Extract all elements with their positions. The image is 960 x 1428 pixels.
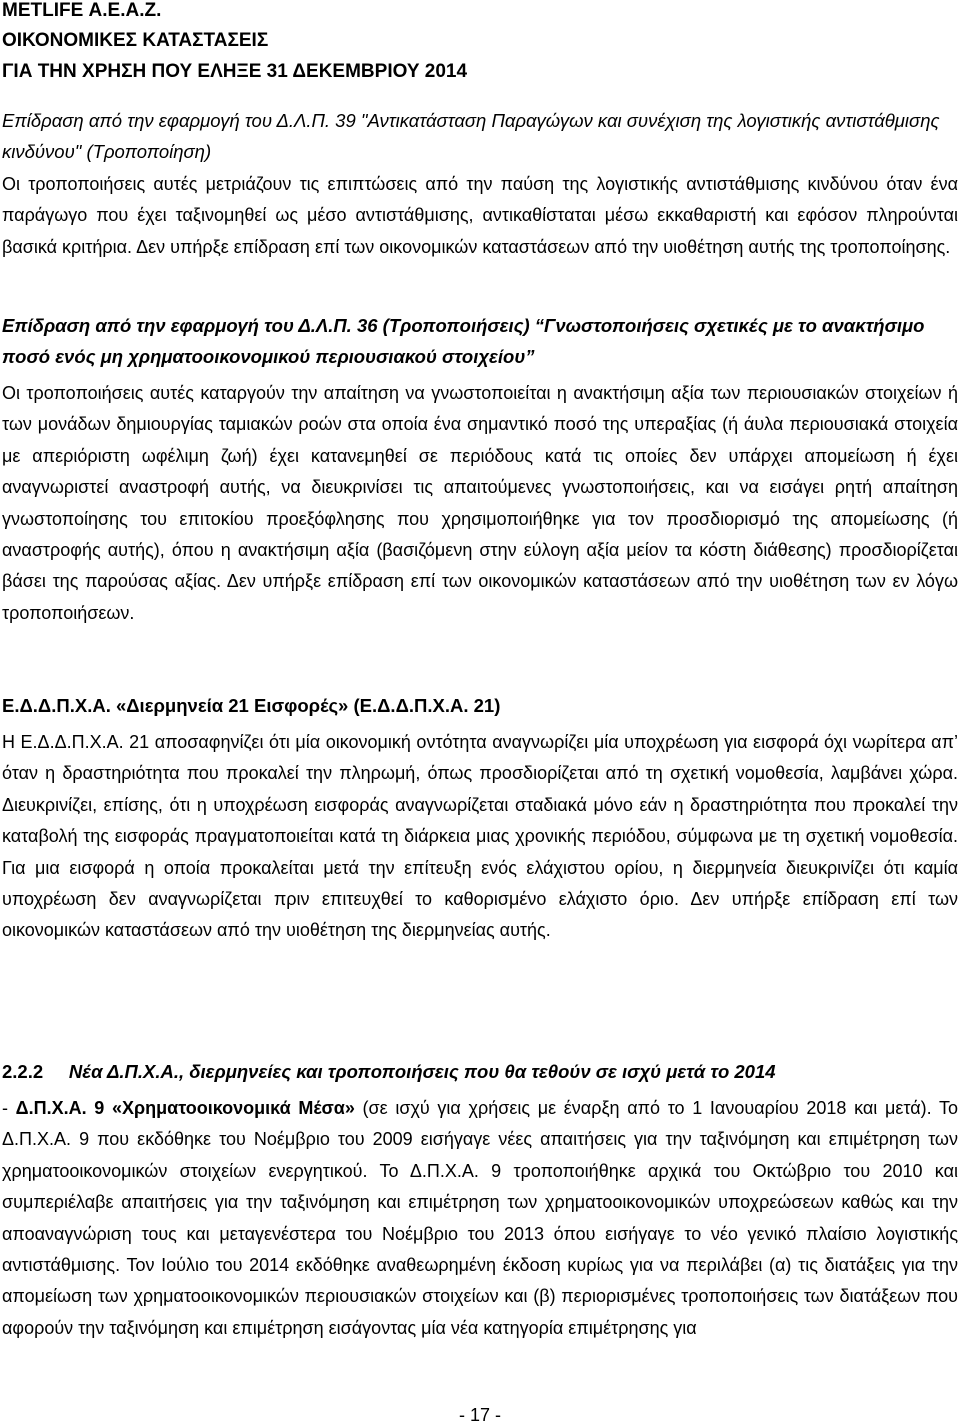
section-body-text: (σε ισχύ για χρήσεις με έναρξη από το 1 Ιανουαρίου 2018 και μετά). Το Δ.Π.Χ.Α. 9 που εκδόθηκε του Νοέμβριο του 2009 εισήγαγε νέες απαιτήσεις για την ταξινόμηση και επιμέτρηση των χρηματοοικονομικών στοιχείων ενεργητικού. Το Δ.Π.Χ.Α. 9 τροποποιήθηκε αρχικά του Οκτώβριο του 2010 και συμπεριέλαβε απαιτήσεις για την ταξινόμηση και επιμέτρηση των χρηματοοικονομικών υποχρεώσεων καθώς και την αποαναγνώριση τους και μεταγενέστερα του Νοέμβριο του 2013 όπου εισήγαγε το νέο γενικό πλαίσιο λογιστικής αντιστάθμισης. Τον Ιούλιο του 2014 εκδόθηκε αναθεωρημένη έκδοση κυρίως για να περιλάβει (α) τις διατάξεις για την απομείωση των χρηματοοικονομικών περιουσιακών στοιχείων και (β) περιορισμένες τροποποιήσεις των διατάξεων που αφορούν την ταξινόμηση και επιμέτρηση εισάγοντας μία νέα κατηγορία επιμέτρησης για bbox=[2, 1098, 958, 1338]
section-ias36 bbox=[2, 310, 958, 629]
section-body: Η Ε.Δ.Δ.Π.Χ.Α. 21 αποσαφηνίζει ότι μία οικονομική οντότητα αναγνωρίζει μία υποχρέωση για εισφορά όχι νωρίτερα απ’ όταν η δραστηριότητα που προκαλεί την πληρωμή, όπως προσδιορίζεται από τη σχετική νομοθεσία, λαμβάνει χώρα. Διευκρινίζει, επίσης, ότι η υποχρέωση εισφοράς αναγνωρίζεται σταδιακά μόνο εάν η δραστηριότητα που προκαλεί την καταβολή της εισφοράς πραγματοποιείται κατά τη διάρκεια μιας χρονικής περιόδου, σύμφωνα με τη σχετική νομοθεσία. Για μια εισφορά η οποία προκαλείται μετά την επίτευξη ενός ελάχιστου ορίου, η διερμηνεία διευκρινίζει ότι καμία υποχρέωση δεν αναγνωρίζεται πριν επιτευχθεί το καθορισμένο ελάχιστο όριο. Δεν υπήρξε επίδραση επί των οικονομικών καταστάσεων από την υιοθέτηση της διερμηνείας αυτής. bbox=[2, 732, 958, 941]
page-number: - 17 - bbox=[458, 1405, 501, 1425]
section-body: Οι τροποποιήσεις αυτές μετριάζουν τις επιπτώσεις από την παύση της λογιστικής αντιστάθμισης κινδύνου όταν ένα παράγωγο που έχει ταξινομηθεί ως μέσο αντιστάθμισης, αντικαθίσταται μέσω εκκαθαριστή και εφόσον πληρούνται βασικά κριτήρια. Δεν υπήρξε επίδραση επί των οικονομικών καταστάσεων από την υιοθέτηση αυτής της τροποποίησης. bbox=[2, 174, 958, 257]
section-body bbox=[2, 1093, 958, 1344]
section-ifric21 bbox=[2, 690, 958, 947]
section-heading-text: Επίδραση από την εφαρμογή του Δ.Λ.Π. 36 (Τροποποιήσεις) “Γνωστοποιήσεις σχετικές με το ανακτήσιμο ποσό ενός μη χρηματοοικονομικού περιουσιακού στοιχείου” bbox=[2, 315, 925, 367]
section-heading bbox=[2, 1056, 958, 1087]
company-name: METLIFE Α.Ε.Α.Ζ. bbox=[2, 0, 162, 21]
section-body: Οι τροποποιήσεις αυτές καταργούν την απαίτηση να γνωστοποιείται η ανακτήσιμη αξία των περιουσιακών στοιχείων ή των μονάδων δημιουργίας ταμιακών ροών στα οποία ένα σημαντικό ποσό της υπεραξίας (ή άυλα περιουσιακά στοιχεία με απεριόριστη ωφέλιμη ζωή) έχει κατανεμηθεί σε περιόδους κατά τις οποίες δεν υπάρχει απομείωση ή έχει αναγνωριστεί αναστροφή αυτής, να διευκρινίσει τις απαιτούμενες γνωστοποιήσεις, και να εισάγει ρητή απαίτηση γνωστοποίησης του επιτοκίου προεξόφλησης που χρησιμοποιήθηκε για τον προσδιορισμό της απομείωσης (ή αναστροφής αυτής), όπου η ανακτήσιμη αξία (βασιζόμενη στην εύλογη αξία μείον τα κόστη διάθεσης) προσδιορίζεται βάσει της παρούσας αξίας. Δεν υπήρξε επίδραση επί των οικονομικών καταστάσεων από την υιοθέτηση των εν λόγω τροποποιήσεων. bbox=[2, 383, 958, 623]
section-number: 2.2.2 bbox=[2, 1061, 44, 1082]
section-new-standards bbox=[2, 1056, 958, 1344]
statements-title: ΟΙΚΟΝΟΜΙΚΕΣ ΚΑΤΑΣΤΑΣΕΙΣ bbox=[2, 30, 269, 51]
section-ias39 bbox=[2, 105, 958, 263]
section-heading-text: Νέα Δ.Π.Χ.Α., διερμηνείες και τροποποιήσεις που θα τεθούν σε ισχύ μετά το 2014 bbox=[68, 1061, 776, 1082]
period-title: ΓΙΑ ΤΗΝ ΧΡΗΣΗ ΠΟΥ ΕΛΗΞΕ 31 ΔΕΚΕΜΒΡΙΟΥ 2014 bbox=[2, 61, 468, 82]
section-heading bbox=[2, 310, 958, 372]
standard-name: Δ.Π.Χ.Α. 9 «Χρηματοοικονομικά Μέσα» bbox=[15, 1098, 355, 1118]
section-heading: Ε.Δ.Δ.Π.Χ.Α. «Διερμηνεία 21 Εισφορές» (Ε.Δ.Δ.Π.Χ.Α. 21) bbox=[2, 695, 501, 716]
list-dash: - bbox=[2, 1098, 16, 1118]
section-heading: Επίδραση από την εφαρμογή του Δ.Λ.Π. 39 "Αντικατάσταση Παραγώγων και συνέχιση της λογιστικής αντιστάθμισης κινδύνου" (Τροποποίηση) bbox=[2, 110, 940, 162]
